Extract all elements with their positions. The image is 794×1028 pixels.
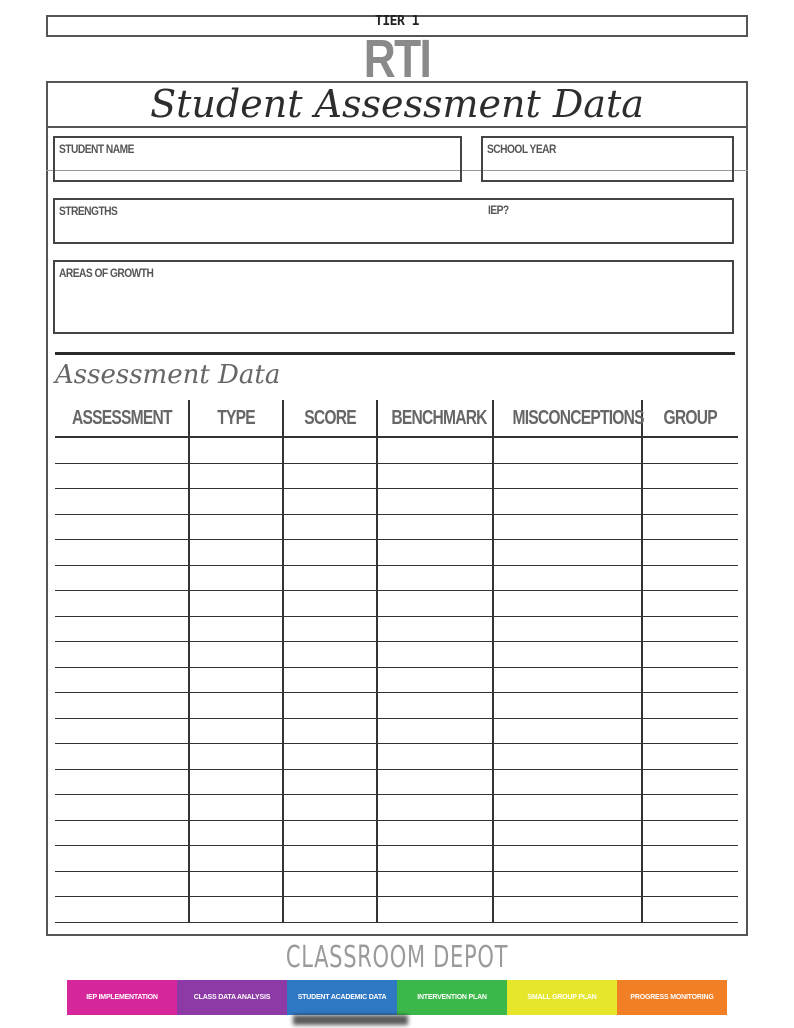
table-cell[interactable]	[55, 667, 189, 693]
table-cell[interactable]	[283, 591, 377, 617]
column-header-score: SCORE	[283, 400, 377, 437]
column-header-group: GROUP	[642, 400, 738, 437]
table-cell[interactable]	[642, 591, 738, 617]
table-cell[interactable]	[493, 489, 642, 515]
table-cell[interactable]	[377, 591, 493, 617]
table-cell[interactable]	[55, 871, 189, 897]
table-cell[interactable]	[493, 897, 642, 923]
table-cell[interactable]	[55, 540, 189, 566]
table-row	[55, 897, 738, 923]
strengths-label: STRENGTHS	[59, 204, 118, 218]
tab-small-group-plan[interactable]: SMALL GROUP PLAN	[507, 980, 617, 1015]
table-cell[interactable]	[189, 667, 283, 693]
tab-iep-implementation[interactable]: IEP IMPLEMENTATION	[67, 980, 177, 1015]
table-cell[interactable]	[493, 769, 642, 795]
table-cell[interactable]	[642, 565, 738, 591]
table-header-row	[55, 400, 738, 437]
assessment-table	[55, 400, 738, 923]
table-cell[interactable]	[283, 871, 377, 897]
table-cell[interactable]	[493, 565, 642, 591]
column-header-benchmark: BENCHMARK	[377, 400, 493, 437]
table-cell[interactable]	[55, 897, 189, 923]
table-cell[interactable]	[283, 616, 377, 642]
table-cell[interactable]	[283, 514, 377, 540]
table-row	[55, 769, 738, 795]
table-cell[interactable]	[493, 437, 642, 463]
table-cell[interactable]	[642, 769, 738, 795]
table-cell[interactable]	[642, 897, 738, 923]
table-cell[interactable]	[377, 718, 493, 744]
table-cell[interactable]	[189, 769, 283, 795]
table-cell[interactable]	[493, 795, 642, 821]
table-cell[interactable]	[189, 718, 283, 744]
tier-label: TIER 1	[375, 14, 419, 29]
table-cell[interactable]	[283, 667, 377, 693]
table-cell[interactable]	[189, 463, 283, 489]
table-cell[interactable]	[283, 437, 377, 463]
table-cell[interactable]	[377, 489, 493, 515]
table-cell[interactable]	[493, 871, 642, 897]
section-tabs	[67, 980, 727, 1015]
table-cell[interactable]	[493, 463, 642, 489]
column-header-type: TYPE	[189, 400, 283, 437]
table-cell[interactable]	[283, 820, 377, 846]
table-cell[interactable]	[55, 591, 189, 617]
student-name-label: STUDENT NAME	[59, 142, 134, 156]
table-row	[55, 744, 738, 770]
table-row	[55, 463, 738, 489]
table-cell[interactable]	[283, 489, 377, 515]
table-cell[interactable]	[642, 871, 738, 897]
table-row	[55, 616, 738, 642]
table-cell[interactable]	[283, 795, 377, 821]
table-cell[interactable]	[189, 693, 283, 719]
table-cell[interactable]	[189, 540, 283, 566]
table-cell[interactable]	[377, 565, 493, 591]
table-cell[interactable]	[189, 871, 283, 897]
program-title: RTI	[363, 29, 431, 89]
table-cell[interactable]	[377, 693, 493, 719]
table-cell[interactable]	[377, 463, 493, 489]
table-row	[55, 437, 738, 463]
table-cell[interactable]	[642, 642, 738, 668]
table-row	[55, 667, 738, 693]
table-cell[interactable]	[493, 718, 642, 744]
tab-class-data-analysis[interactable]: CLASS DATA ANALYSIS	[177, 980, 287, 1015]
assessment-section-title: Assessment Data	[55, 360, 281, 390]
table-cell[interactable]	[377, 769, 493, 795]
table-cell[interactable]	[55, 489, 189, 515]
active-tab-shadow	[293, 1015, 408, 1025]
table-cell[interactable]	[493, 820, 642, 846]
table-cell[interactable]	[55, 437, 189, 463]
table-cell[interactable]	[283, 693, 377, 719]
table-cell[interactable]	[642, 514, 738, 540]
table-cell[interactable]	[283, 565, 377, 591]
table-cell[interactable]	[55, 642, 189, 668]
table-cell[interactable]	[189, 591, 283, 617]
table-row	[55, 820, 738, 846]
table-row	[55, 540, 738, 566]
table-cell[interactable]	[55, 693, 189, 719]
table-cell[interactable]	[493, 846, 642, 872]
table-cell[interactable]	[189, 514, 283, 540]
table-row	[55, 693, 738, 719]
table-row	[55, 642, 738, 668]
table-cell[interactable]	[189, 616, 283, 642]
table-cell[interactable]	[55, 463, 189, 489]
table-cell[interactable]	[377, 795, 493, 821]
table-cell[interactable]	[642, 846, 738, 872]
table-cell[interactable]	[377, 667, 493, 693]
table-cell[interactable]	[55, 795, 189, 821]
table-cell[interactable]	[493, 616, 642, 642]
table-cell[interactable]	[283, 744, 377, 770]
table-row	[55, 565, 738, 591]
table-cell[interactable]	[55, 846, 189, 872]
table-cell[interactable]	[189, 744, 283, 770]
table-cell[interactable]	[189, 820, 283, 846]
table-cell[interactable]	[55, 744, 189, 770]
tab-student-academic-data[interactable]: STUDENT ACADEMIC DATA	[287, 980, 397, 1015]
table-cell[interactable]	[283, 769, 377, 795]
table-cell[interactable]	[189, 437, 283, 463]
areas-of-growth-field[interactable]	[53, 260, 734, 334]
table-cell[interactable]	[493, 540, 642, 566]
table-cell[interactable]	[377, 846, 493, 872]
table-cell[interactable]	[283, 718, 377, 744]
student-name-field[interactable]	[53, 136, 462, 182]
table-cell[interactable]	[283, 897, 377, 923]
areas-of-growth-label: AREAS OF GROWTH	[59, 266, 154, 280]
table-cell[interactable]	[642, 667, 738, 693]
table-cell[interactable]	[377, 616, 493, 642]
iep-label: IEP?	[488, 203, 509, 217]
table-cell[interactable]	[189, 642, 283, 668]
table-cell[interactable]	[642, 616, 738, 642]
table-cell[interactable]	[493, 693, 642, 719]
table-cell[interactable]	[189, 846, 283, 872]
table-cell[interactable]	[189, 489, 283, 515]
table-cell[interactable]	[377, 540, 493, 566]
table-cell[interactable]	[283, 846, 377, 872]
table-cell[interactable]	[377, 514, 493, 540]
table-cell[interactable]	[377, 642, 493, 668]
table-cell[interactable]	[642, 489, 738, 515]
table-cell[interactable]	[493, 642, 642, 668]
table-row	[55, 795, 738, 821]
table-cell[interactable]	[377, 437, 493, 463]
table-cell[interactable]	[493, 514, 642, 540]
table-cell[interactable]	[493, 744, 642, 770]
section-rule	[55, 352, 735, 355]
column-header-assessment: ASSESSMENT	[55, 400, 189, 437]
table-cell[interactable]	[189, 795, 283, 821]
table-cell[interactable]	[189, 565, 283, 591]
table-row	[55, 871, 738, 897]
table-cell[interactable]	[642, 820, 738, 846]
table-cell[interactable]	[55, 565, 189, 591]
table-cell[interactable]	[642, 437, 738, 463]
page-title: Student Assessment Data	[150, 82, 644, 126]
table-cell[interactable]	[642, 718, 738, 744]
table-cell[interactable]	[55, 514, 189, 540]
brand-logo: CLASSROOM DEPOT	[285, 940, 509, 975]
table-row	[55, 718, 738, 744]
school-year-label: SCHOOL YEAR	[487, 142, 556, 156]
table-cell[interactable]	[283, 642, 377, 668]
table-cell[interactable]	[377, 871, 493, 897]
school-year-field[interactable]	[481, 136, 734, 182]
table-cell[interactable]	[55, 616, 189, 642]
table-cell[interactable]	[642, 744, 738, 770]
table-row	[55, 846, 738, 872]
table-cell[interactable]	[493, 591, 642, 617]
table-cell[interactable]	[493, 667, 642, 693]
table-cell[interactable]	[189, 897, 283, 923]
table-cell[interactable]	[55, 718, 189, 744]
table-cell[interactable]	[377, 897, 493, 923]
table-cell[interactable]	[283, 540, 377, 566]
table-cell[interactable]	[642, 795, 738, 821]
tab-intervention-plan[interactable]: INTERVENTION PLAN	[397, 980, 507, 1015]
table-cell[interactable]	[283, 463, 377, 489]
column-header-misconceptions: MISCONCEPTIONS	[493, 400, 642, 437]
table-cell[interactable]	[642, 540, 738, 566]
table-cell[interactable]	[377, 744, 493, 770]
table-cell[interactable]	[55, 820, 189, 846]
table-row	[55, 489, 738, 515]
table-cell[interactable]	[642, 463, 738, 489]
table-cell[interactable]	[642, 693, 738, 719]
table-cell[interactable]	[55, 769, 189, 795]
table-row	[55, 591, 738, 617]
tab-progress-monitoring[interactable]: PROGRESS MONITORING	[617, 980, 727, 1015]
table-cell[interactable]	[377, 820, 493, 846]
strengths-field[interactable]	[53, 198, 734, 244]
table-row	[55, 514, 738, 540]
